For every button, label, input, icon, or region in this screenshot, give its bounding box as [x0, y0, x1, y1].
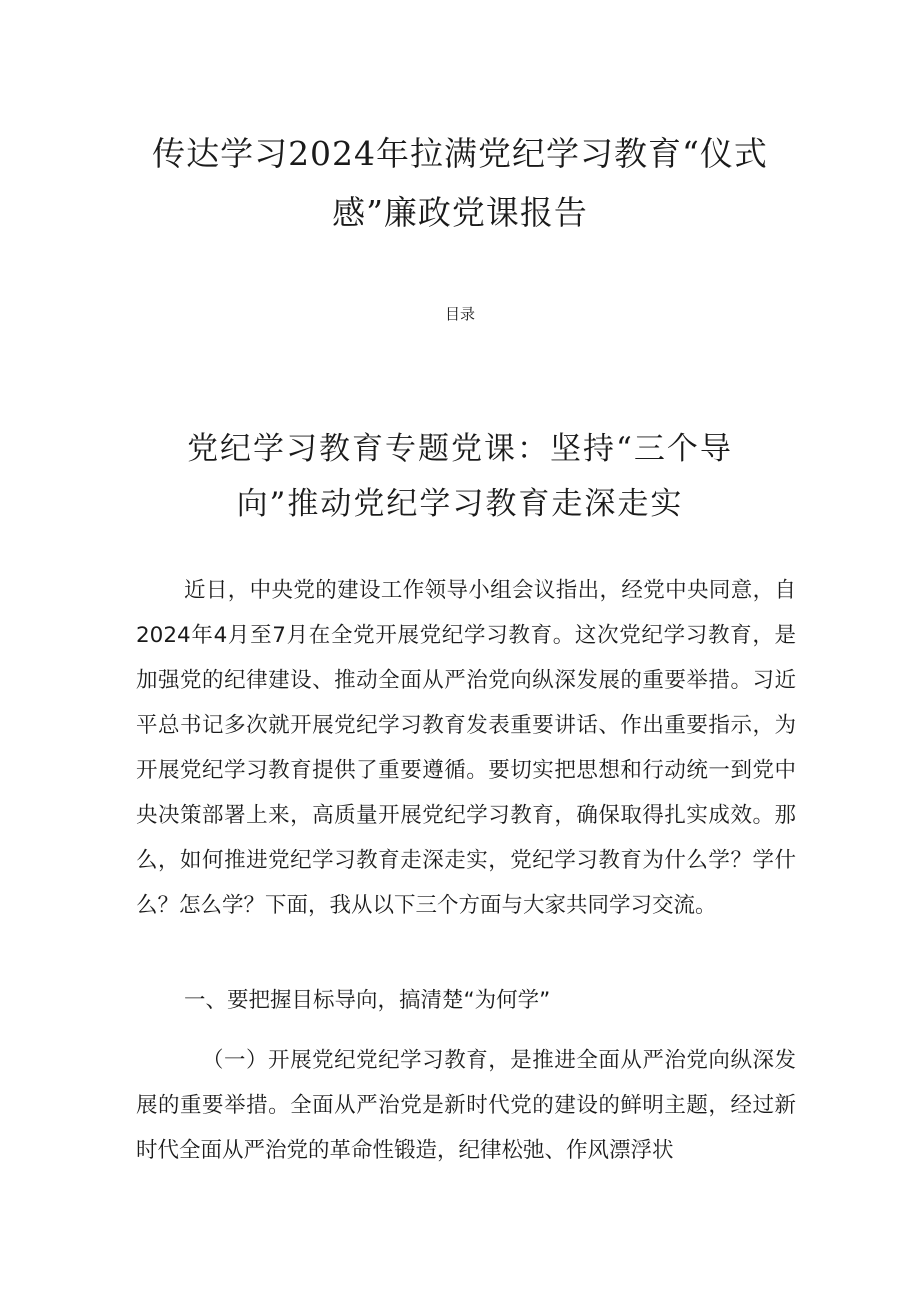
- heading-one: 一、要把握目标导向，搞清楚“为何学”: [184, 988, 551, 1013]
- subsection-one-paragraph: （一）开展党纪党纪学习教育，是推进全面从严治党向纵深发展的重要举措。全面从严治党是新时代党的建设的鲜明主题，经过新时代全面从严治党的革命性锻造，纪律松弛、作风漂浮状: [136, 1048, 796, 1163]
- table-of-contents-label: 目录: [444, 305, 475, 323]
- document-title: 传达学习2024年拉满党纪学习教育“仪式感”廉政党课报告: [152, 134, 768, 232]
- intro-paragraph: 近日，中央党的建设工作领导小组会议指出，经党中央同意，自2024年4月至7月在全党开展党纪学习教育。这次党纪学习教育，是加强党的纪律建设、推动全面从严治党向纵深发展的重要举措。习近平总书记多次就开展党纪学习教育发表重要讲话、作出重要指示，为开展党纪学习教育提供了重要遵循。要切实把思想和行动统一到党中央决策部署上来，高质量开展党纪学习教育，确保取得扎实成效。那么，如何推进党纪学习教育走深走实，党纪学习教育为什么学？学什么？怎么学？下面，我从以下三个方面与大家共同学习交流。: [136, 578, 796, 918]
- section-title: 党纪学习教育专题党课：坚持“三个导向”推动党纪学习教育走深走实: [187, 431, 733, 522]
